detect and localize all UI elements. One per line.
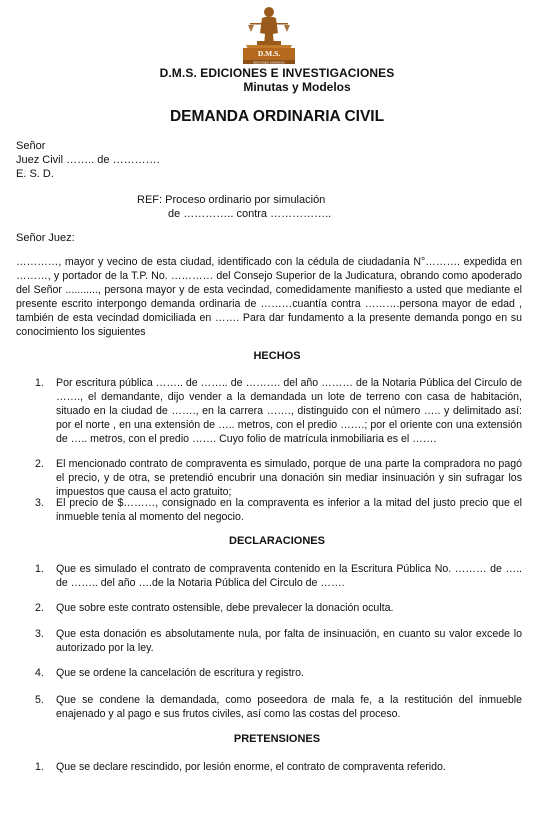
- section-title-hechos: HECHOS: [253, 350, 301, 362]
- declaraciones-item-number: 2.: [35, 602, 44, 614]
- declaraciones-item: Que esta donación es absolutamente nula, por falta de insinuación, en cuanto su valor excede lo autorizado por la ley.: [56, 628, 522, 654]
- addressee-line-2: Juez Civil …….. de ………….: [16, 154, 160, 166]
- hechos-item-number: 3.: [35, 497, 44, 509]
- section-title-pretensiones: PRETENSIONES: [233, 733, 321, 745]
- logo-subtext: EDICIONES JURIDICAS: [253, 60, 285, 65]
- publisher-name: D.M.S. EDICIONES E INVESTIGACIONES: [159, 66, 395, 80]
- declaraciones-item-number: 1.: [35, 563, 44, 575]
- reference-block: [137, 193, 331, 221]
- logo-text: D.M.S.: [257, 49, 281, 58]
- declaraciones-item: Que es simulado el contrato de compraventa contenido en la Escritura Pública No. ……… de ….. de …….. del año ….de la Notaria Pública del Circulo de …….: [56, 563, 522, 589]
- hechos-item: El mencionado contrato de compraventa es simulado, porque de una parte la compradora no pagó el precio, y de otra, se pretendió encubrir una donación sin mediar insinuación y sin sufragar los impuestos que causa el acto gratuito;: [56, 458, 522, 498]
- reference-line-1: REF: Proceso ordinario por simulación: [137, 194, 326, 206]
- document-title: DEMANDA ORDINARIA CIVIL: [169, 108, 385, 125]
- hechos-item: Por escritura pública …….. de …….. de ………. del año ……… de la Notaria Pública del Circulo de ……., el demandante, dijo vender a la demandada un lote de terreno con casa de habitación, situado en la ciudad de ……., en la carrera ……., distinguido con el número ….. y delimitado así: por el norte , en una extensión de ….. metros, con el predio …….; por el oriente con una extensión de ….. metros, con el predio ……. Cuyo folio de matrícula inmobiliaria es el …….: [56, 377, 522, 445]
- pretensiones-item: Que se declare rescindido, por lesión enorme, el contrato de compraventa referido.: [56, 761, 446, 773]
- declaraciones-item: Que se condene la demandada, como poseedora de mala fe, a la restitución del inmueble enajenado y al pago e sus frutos civiles, así como las costas del proceso.: [56, 694, 522, 720]
- declaraciones-item-number: 5.: [35, 694, 44, 706]
- reference-line-2: de ………….. contra ……………..: [168, 208, 332, 220]
- hechos-item-number: 1.: [35, 377, 44, 389]
- addressee-line-1: Señor: [16, 140, 46, 152]
- pretensiones-item-number: 1.: [35, 761, 44, 773]
- section-title-declaraciones: DECLARACIONES: [229, 535, 325, 547]
- declaraciones-item-number: 4.: [35, 667, 44, 679]
- justice-emblem-icon: [240, 3, 298, 65]
- addressee-line-3: E. S. D.: [16, 168, 54, 180]
- hechos-item-number: 2.: [35, 458, 44, 470]
- dms-logo: [240, 3, 298, 65]
- salutation: Señor Juez:: [16, 232, 75, 244]
- publisher-subtitle: Minutas y Modelos: [243, 80, 351, 94]
- declaraciones-item: Que sobre este contrato ostensible, debe prevalecer la donación oculta.: [56, 602, 394, 614]
- declaraciones-item: Que se ordene la cancelación de escritura y registro.: [56, 667, 304, 679]
- declaraciones-item-number: 3.: [35, 628, 44, 640]
- intro-paragraph: …………, mayor y vecino de esta ciudad, identificado con la cédula de ciudadanía N°………. expedida en ………, y portador de la T.P. No. ………… del Consejo Superior de la Judicatura, obrando como apoderado del Señor ..........., persona mayor y de esta vecindad, comedidamente manifiesto a usted que mediante el presente escrito interpongo demanda ordinaria de ………cuantía contra ……….persona mayor de edad , también de esta vecindad domiciliada en ……. Para dar fundamento a la presente demanda pongo en su conocimiento los siguientes: [16, 256, 522, 338]
- hechos-item: El precio de $………, consignado en la compraventa es inferior a la mitad del justo precio que el inmueble tenía al momento del negocio.: [56, 497, 522, 523]
